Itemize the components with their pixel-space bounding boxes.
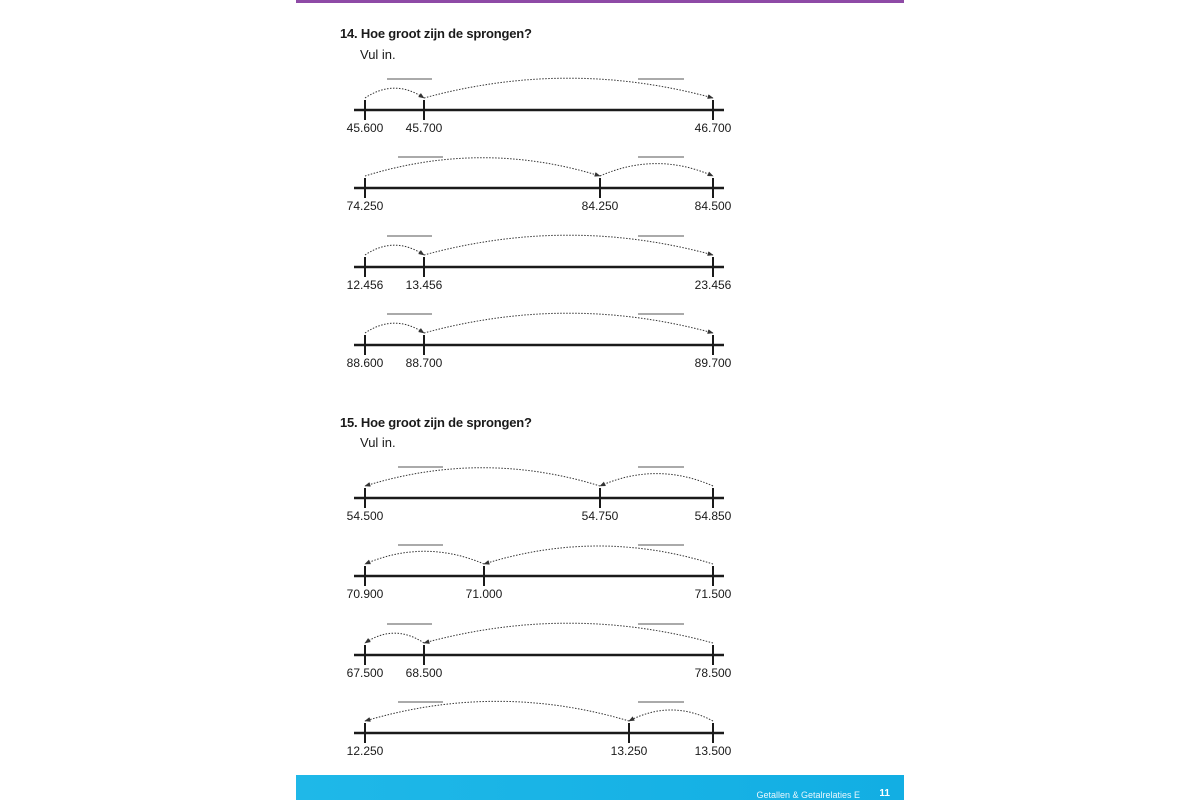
ex14-line3-jump-arrow-1 <box>365 245 424 255</box>
number-lines-drawing <box>296 0 904 775</box>
ex14-line1-label-1: 45.600 <box>346 121 384 135</box>
ex14-line1-label-3: 46.700 <box>694 121 732 135</box>
ex15-line1-jump-arrow-1 <box>365 468 600 486</box>
ex14-line3-label-3: 23.456 <box>694 278 732 292</box>
ex14-line3-jump-arrow-2 <box>424 235 713 255</box>
ex14-line2-label-1: 74.250 <box>346 199 384 213</box>
ex15-line3-label-1: 67.500 <box>346 666 384 680</box>
ex15-line1-label-2: 54.750 <box>581 509 619 523</box>
ex14-line2-jump-arrow-1 <box>365 158 600 176</box>
ex15-line3-jump-arrow-2 <box>424 623 713 643</box>
ex15-line2-label-1: 70.900 <box>346 587 384 601</box>
ex15-line2-jump-arrow-1 <box>365 551 484 564</box>
ex14-line3-label-1: 12.456 <box>346 278 384 292</box>
exercise-14-instruction: Vul in. <box>360 47 396 62</box>
ex15-line4-label-1: 12.250 <box>346 744 384 758</box>
ex15-line3-label-2: 68.500 <box>405 666 443 680</box>
exercise-15-title: Hoe groot zijn de sprongen? <box>360 415 532 430</box>
ex15-line4-jump-arrow-2 <box>629 710 713 721</box>
workbook-page <box>296 0 904 800</box>
ex14-line1-jump-arrow-1 <box>365 88 424 98</box>
ex15-line1-jump-arrow-2 <box>600 474 713 486</box>
page-number: 11 <box>879 788 890 799</box>
ex14-line2-jump-arrow-2 <box>600 164 713 176</box>
ex14-line2-label-3: 84.500 <box>694 199 732 213</box>
ex15-line3-label-3: 78.500 <box>694 666 732 680</box>
ex15-line2-label-2: 71.000 <box>465 587 503 601</box>
ex14-line2-label-2: 84.250 <box>581 199 619 213</box>
ex14-line4-jump-arrow-2 <box>424 313 713 333</box>
ex14-line4-jump-arrow-1 <box>365 323 424 333</box>
ex14-line1-label-2: 45.700 <box>405 121 443 135</box>
ex15-line1-label-3: 54.850 <box>694 509 732 523</box>
ex14-line1-jump-arrow-2 <box>424 78 713 98</box>
ex14-line4-label-2: 88.700 <box>405 356 443 370</box>
ex15-line4-label-3: 13.500 <box>694 744 732 758</box>
exercise-14-number: 14. <box>340 26 358 41</box>
ex14-line4-label-3: 89.700 <box>694 356 732 370</box>
ex15-line1-label-1: 54.500 <box>346 509 384 523</box>
footer-title: Getallen & Getalrelaties E <box>756 790 860 800</box>
exercise-15-instruction: Vul in. <box>360 435 396 450</box>
ex14-line3-label-2: 13.456 <box>405 278 443 292</box>
ex15-line4-label-2: 13.250 <box>610 744 648 758</box>
exercise-14-title: Hoe groot zijn de sprongen? <box>360 26 532 41</box>
ex15-line3-jump-arrow-1 <box>365 633 424 643</box>
ex15-line2-jump-arrow-2 <box>484 546 713 564</box>
ex15-line4-jump-arrow-1 <box>365 701 629 721</box>
exercise-15-number: 15. <box>340 415 358 430</box>
ex15-line2-label-3: 71.500 <box>694 587 732 601</box>
ex14-line4-label-1: 88.600 <box>346 356 384 370</box>
